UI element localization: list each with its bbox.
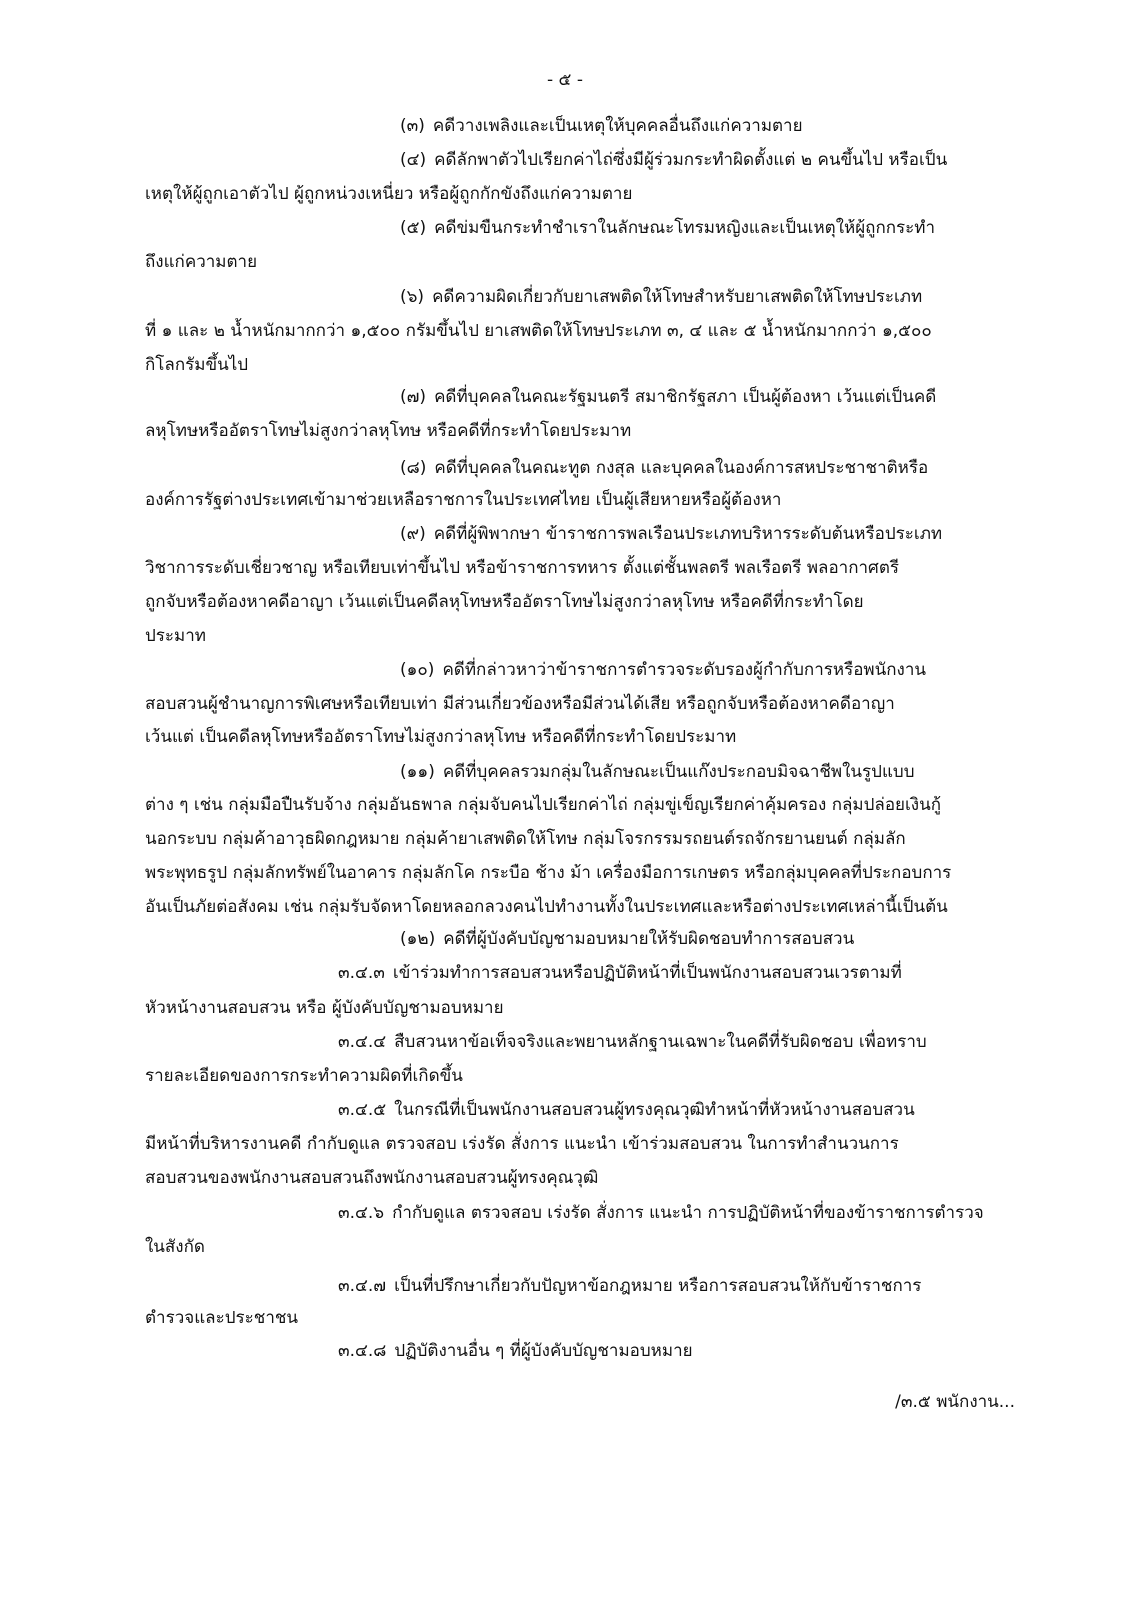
item-number: (๓) xyxy=(400,116,425,136)
section-text-line: ตำรวจและประชาชน xyxy=(145,1308,299,1328)
section-number: ๓.๔.๘ xyxy=(338,1341,387,1361)
item-text-line: ต่าง ๆ เช่น กลุ่มมือปืนรับจ้าง กลุ่มอันธพาล กลุ่มจับคนไปเรียกค่าไถ่ กลุ่มขู่เข็ญเรียกค่าคุ้มครอง กลุ่มปล่อยเงินกู้ xyxy=(145,795,942,815)
item-text-line: เว้นแต่ เป็นคดีลหุโทษหรืออัตราโทษไม่สูงกว่าลหุโทษ หรือคดีที่กระทำโดยประมาท xyxy=(145,727,737,747)
item-number: (๑๑) xyxy=(400,762,435,782)
item-text: คดีความผิดเกี่ยวกับยาเสพติดให้โทษสำหรับยาเสพติดให้โทษประเภท xyxy=(432,287,923,307)
item-text: คดีที่บุคคลรวมกลุ่มในลักษณะเป็นแก๊งประกอบมิจฉาชีพในรูปแบบ xyxy=(442,762,915,782)
section-text: สืบสวนหาข้อเท็จจริงและพยานหลักฐานเฉพาะในคดีที่รับผิดชอบ เพื่อทราบ xyxy=(394,1032,927,1052)
section-text-line: หัวหน้างานสอบสวน หรือ ผู้บังคับบัญชามอบหมาย xyxy=(145,998,504,1018)
section-text: ในกรณีที่เป็นพนักงานสอบสวนผู้ทรงคุณวุฒิทำหน้าที่หัวหน้างานสอบสวน xyxy=(394,1100,915,1120)
page-number: - ๕ - xyxy=(547,70,583,90)
section-number: ๓.๔.๔ xyxy=(338,1032,387,1052)
item-6-first-line xyxy=(400,280,922,314)
item-text: คดีที่บุคคลในคณะรัฐมนตรี สมาชิกรัฐสภา เป็นผู้ต้องหา เว้นแต่เป็นคดี xyxy=(434,387,937,407)
item-7-first-line xyxy=(400,380,936,414)
item-text-line: ถึงแก่ความตาย xyxy=(145,252,258,272)
item-text: คดีลักพาตัวไปเรียกค่าไถ่ซึ่งมีผู้ร่วมกระทำผิดตั้งแต่ ๒ คนขึ้นไป หรือเป็น xyxy=(434,150,948,170)
item-3-first-line xyxy=(400,109,803,143)
section-3-4-7-first-line xyxy=(338,1269,921,1303)
item-9-first-line xyxy=(400,517,942,551)
section-3-4-5-first-line xyxy=(338,1093,915,1127)
item-number: (๑๒) xyxy=(400,929,436,949)
item-text: คดีวางเพลิงและเป็นเหตุให้บุคคลอื่นถึงแก่ความตาย xyxy=(432,116,803,136)
item-text-line: พระพุทธรูป กลุ่มลักทรัพย์ในอาคาร กลุ่มลักโค กระบือ ช้าง ม้า เครื่องมือการเกษตร หรือกลุ่มบุคคลที่ประกอบการ xyxy=(145,863,952,883)
section-text-line: สอบสวนของพนักงานสอบสวนถึงพนักงานสอบสวนผู้ทรงคุณวุฒิ xyxy=(145,1168,599,1188)
section-number: ๓.๔.๕ xyxy=(338,1100,387,1120)
item-text-line: เหตุให้ผู้ถูกเอาตัวไป ผู้ถูกหน่วงเหนี่ยว หรือผู้ถูกกักขังถึงแก่ความตาย xyxy=(145,184,633,204)
item-text-line: องค์การรัฐต่างประเทศเข้ามาช่วยเหลือราชการในประเทศไทย เป็นผู้เสียหายหรือผู้ต้องหา xyxy=(145,490,782,510)
section-number: ๓.๔.๗ xyxy=(338,1276,387,1296)
item-text: คดีที่ผู้พิพากษา ข้าราชการพลเรือนประเภทบริหารระดับต้นหรือประเภท xyxy=(433,524,943,544)
item-8-first-line xyxy=(400,451,928,485)
item-text-line: กิโลกรัมขึ้นไป xyxy=(145,355,249,375)
section-3-4-4-first-line xyxy=(338,1025,927,1059)
section-text: เป็นที่ปรึกษาเกี่ยวกับปัญหาข้อกฎหมาย หรือการสอบสวนให้กับข้าราชการ xyxy=(394,1276,922,1296)
item-text: คดีที่กล่าวหาว่าข้าราชการตำรวจระดับรองผู้กำกับการหรือพนักงาน xyxy=(442,660,926,680)
continuation-footer: /๓.๕ พนักงาน... xyxy=(895,1392,1015,1412)
item-text-line: นอกระบบ กลุ่มค้าอาวุธผิดกฎหมาย กลุ่มค้ายาเสพติดให้โทษ กลุ่มโจรกรรมรถยนต์รถจักรยานยนต์ กลุ่มลัก xyxy=(145,829,906,849)
section-3-4-3-first-line xyxy=(338,956,902,990)
section-3-4-8-first-line xyxy=(338,1334,693,1368)
item-number: (๕) xyxy=(400,218,427,238)
item-text-line: สอบสวนผู้ชำนาญการพิเศษหรือเทียบเท่า มีส่วนเกี่ยวข้องหรือมีส่วนได้เสีย หรือถูกจับหรือต้องหาคดีอาญา xyxy=(145,694,895,714)
item-number: (๘) xyxy=(400,458,427,478)
section-3-4-6-first-line xyxy=(338,1196,984,1230)
item-number: (๑๐) xyxy=(400,660,435,680)
item-5-first-line xyxy=(400,211,935,245)
section-text: เข้าร่วมทำการสอบสวนหรือปฏิบัติหน้าที่เป็นพนักงานสอบสวนเวรตามที่ xyxy=(392,963,902,983)
section-number: ๓.๔.๖ xyxy=(338,1203,385,1223)
item-text: คดีข่มขืนกระทำชำเราในลักษณะโทรมหญิงและเป็นเหตุให้ผู้ถูกกระทำ xyxy=(434,218,936,238)
item-text-line: ลหุโทษหรืออัตราโทษไม่สูงกว่าลหุโทษ หรือคดีที่กระทำโดยประมาท xyxy=(145,421,632,441)
item-10-first-line xyxy=(400,653,926,687)
section-text: กำกับดูแล ตรวจสอบ เร่งรัด สั่งการ แนะนำ การปฏิบัติหน้าที่ของข้าราชการตำรวจ xyxy=(392,1203,984,1223)
item-11-first-line xyxy=(400,755,915,789)
item-text: คดีที่ผู้บังคับบัญชามอบหมายให้รับผิดชอบทำการสอบสวน xyxy=(443,929,855,949)
section-number: ๓.๔.๓ xyxy=(338,963,385,983)
item-12-first-line xyxy=(400,922,854,956)
item-number: (๖) xyxy=(400,287,425,307)
section-text-line: ในสังกัด xyxy=(145,1237,205,1257)
item-text: คดีที่บุคคลในคณะทูต กงสุล และบุคคลในองค์การสหประชาชาติหรือ xyxy=(434,458,929,478)
item-number: (๔) xyxy=(400,150,427,170)
section-text-line: รายละเอียดของการกระทำความผิดที่เกิดขึ้น xyxy=(145,1066,463,1086)
item-number: (๙) xyxy=(400,524,426,544)
item-text-line: ที่ ๑ และ ๒ น้ำหนักมากกว่า ๑,๕๐๐ กรัมขึ้นไป ยาเสพติดให้โทษประเภท ๓, ๔ และ ๕ น้ำหนักมากกว่า ๑,๕๐๐ xyxy=(145,321,932,341)
item-text-line: อันเป็นภัยต่อสังคม เช่น กลุ่มรับจัดหาโดยหลอกลวงคนไปทำงานทั้งในประเทศและหรือต่างประเทศเหล่านี้เป็นต้น xyxy=(145,897,948,917)
item-number: (๗) xyxy=(400,387,427,407)
item-text-line: ประมาท xyxy=(145,626,207,646)
item-text-line: วิชาการระดับเชี่ยวชาญ หรือเทียบเท่าขึ้นไป หรือข้าราชการทหาร ตั้งแต่ชั้นพลตรี พลเรือตรี พลอากาศตรี xyxy=(145,558,900,578)
item-4-first-line xyxy=(400,143,947,177)
section-text: ปฏิบัติงานอื่น ๆ ที่ผู้บังคับบัญชามอบหมาย xyxy=(394,1341,693,1361)
item-text-line: ถูกจับหรือต้องหาคดีอาญา เว้นแต่เป็นคดีลหุโทษหรืออัตราโทษไม่สูงกว่าลหุโทษ หรือคดีที่กระทำโดย xyxy=(145,592,864,612)
section-text-line: มีหน้าที่บริหารงานคดี กำกับดูแล ตรวจสอบ เร่งรัด สั่งการ แนะนำ เข้าร่วมสอบสวน ในการทำสำนวนการ xyxy=(145,1134,899,1154)
